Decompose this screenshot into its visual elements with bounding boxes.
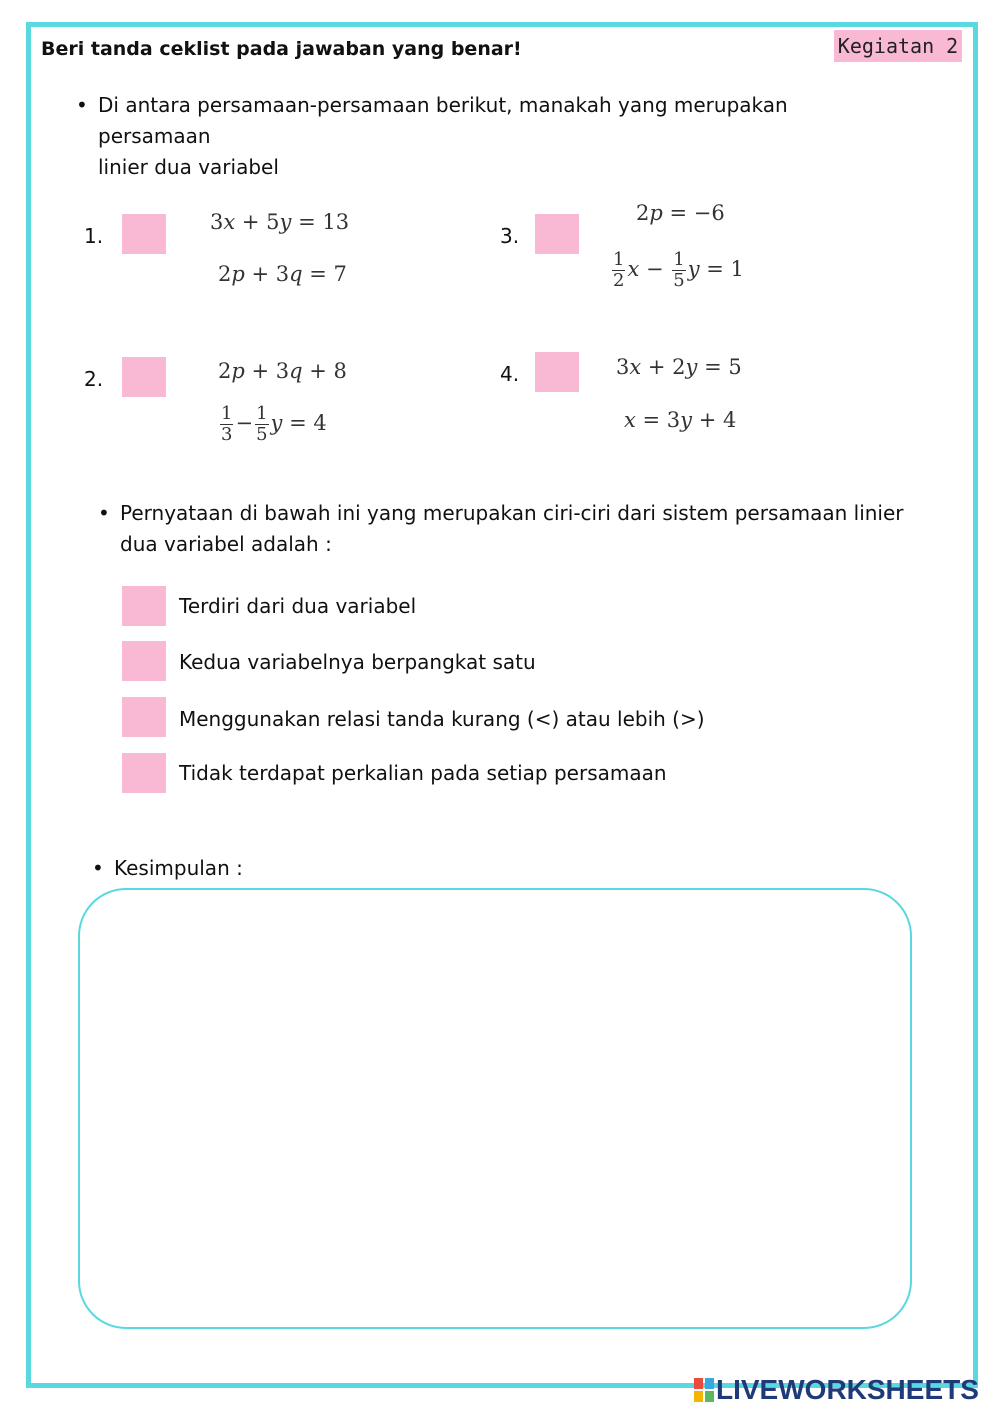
trait4-checkbox[interactable]: [122, 753, 166, 793]
bullet-icon: •: [76, 93, 88, 117]
option4-equation-b: x = 3y + 4: [624, 408, 737, 432]
option2-checkbox[interactable]: [122, 357, 166, 397]
question1-prompt: [76, 90, 898, 183]
option3-number: 3.: [500, 224, 520, 248]
question1-line2: linier dua variabel: [98, 155, 279, 179]
option2-equation-a: 2p + 3q + 8: [218, 359, 347, 383]
option1-equation-b: 2p + 3q = 7: [218, 262, 347, 286]
option1-equation-a: 3x + 5y = 13: [210, 210, 350, 234]
trait2-label: Kedua variabelnya berpangkat satu: [179, 650, 536, 674]
option3-checkbox[interactable]: [535, 214, 579, 254]
question2-line1: Pernyataan di bawah ini yang merupakan ciri-ciri dari sistem persamaan linier: [120, 501, 904, 525]
bullet-icon: •: [98, 501, 110, 525]
liveworksheets-logo: [694, 1374, 979, 1406]
option2-equation-b: $\frac{1}{3}$ − $\frac{1}{5}$ y = 4: [221, 403, 327, 445]
option4-equation-a: 3x + 2y = 5: [616, 355, 742, 379]
option3-equation-b: $\frac{1}{2}$ x − $\frac{1}{5}$ y = 1: [613, 249, 744, 291]
option1-checkbox[interactable]: [122, 214, 166, 254]
trait3-label: Menggunakan relasi tanda kurang (<) atau lebih (>): [179, 707, 705, 731]
conclusion-label: [92, 853, 243, 884]
instruction-text: Beri tanda ceklist pada jawaban yang benar!: [41, 38, 522, 60]
trait3-checkbox[interactable]: [122, 697, 166, 737]
trait4-label: Tidak terdapat perkalian pada setiap persamaan: [179, 761, 667, 785]
option3-equation-a: 2p = −6: [636, 201, 725, 225]
trait1-checkbox[interactable]: [122, 586, 166, 626]
activity-tag: Kegiatan 2: [834, 30, 962, 62]
option4-number: 4.: [500, 362, 520, 386]
conclusion-answer-box[interactable]: [78, 888, 912, 1329]
conclusion-text: Kesimpulan :: [114, 856, 243, 880]
question2-line2: dua variabel adalah :: [120, 532, 332, 556]
question2-prompt: [98, 498, 910, 560]
liveworksheets-logo-icon: [694, 1378, 714, 1402]
bullet-icon: •: [92, 856, 104, 880]
question1-line1: Di antara persamaan-persamaan berikut, manakah yang merupakan persamaan: [98, 93, 788, 148]
watermark-text: LIVEWORKSHEETS: [716, 1374, 979, 1405]
trait2-checkbox[interactable]: [122, 641, 166, 681]
option1-number: 1.: [84, 224, 104, 248]
option4-checkbox[interactable]: [535, 352, 579, 392]
option2-number: 2.: [84, 367, 104, 391]
trait1-label: Terdiri dari dua variabel: [179, 594, 417, 618]
